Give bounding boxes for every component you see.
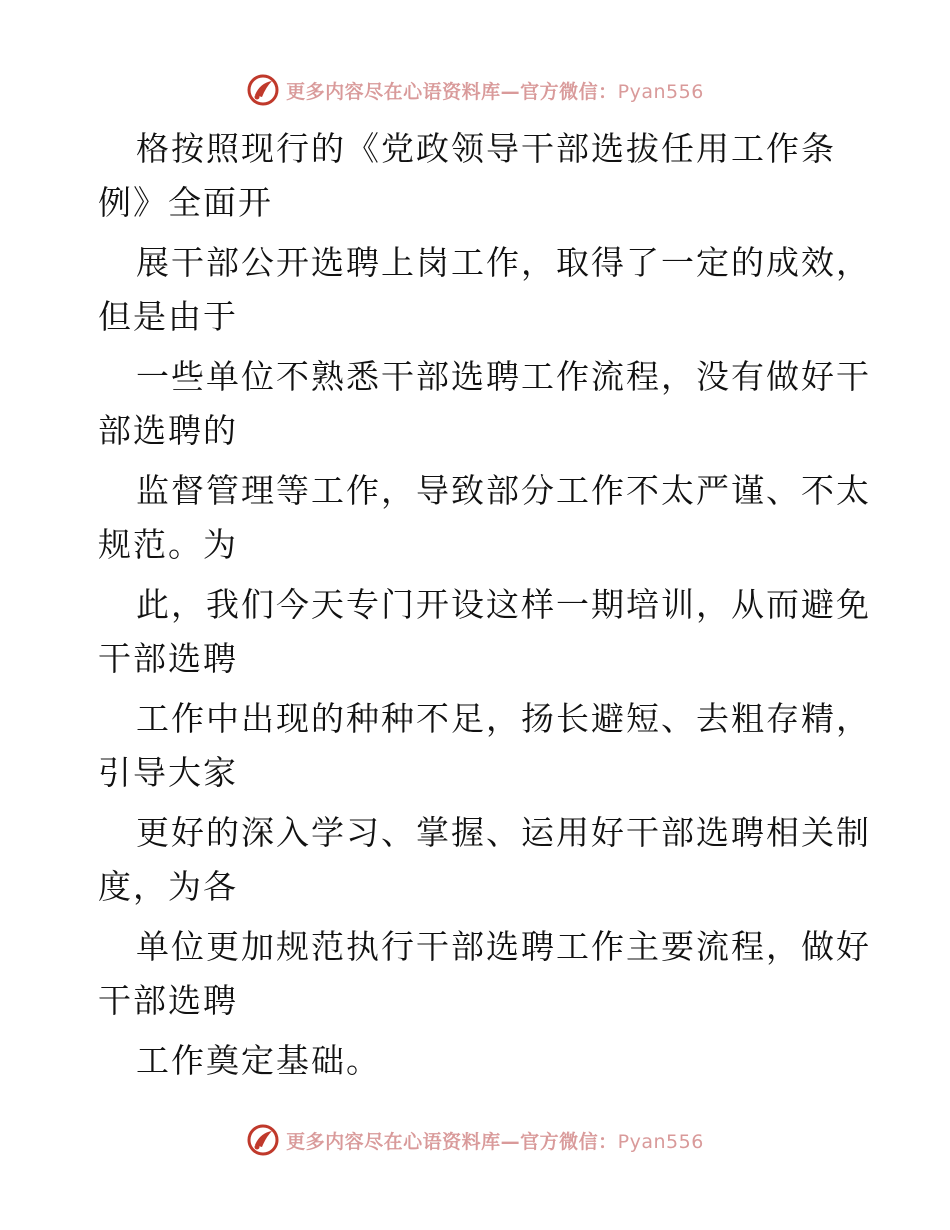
paragraph-line: 监督管理等工作，导致部分工作不太严谨、不太 [136, 471, 871, 510]
paragraph-line: 但是由于 [98, 297, 238, 336]
paragraph-line: 工作中出现的种种不足，扬长避短、去粗存精， [136, 699, 871, 738]
paragraph-line: 度，为各 [98, 867, 238, 906]
paragraph-line: 格按照现行的《党政领导干部选拔任用工作条 [136, 129, 836, 168]
paragraph [98, 806, 871, 914]
paragraph-line: 一些单位不熟悉干部选聘工作流程，没有做好干 [136, 357, 871, 396]
paragraph-line: 规范。为 [98, 525, 238, 564]
paragraph-line: 引导大家 [98, 753, 238, 792]
paragraph [98, 692, 871, 800]
footer-watermark-text: 更多内容尽在心语资料库—官方微信：Pyan556 [286, 1130, 704, 1153]
paragraph [98, 350, 871, 458]
paragraph [98, 122, 858, 230]
paragraph [98, 578, 871, 686]
brush-circle-logo-icon [246, 73, 280, 107]
paragraph [98, 464, 871, 572]
brush-circle-logo-icon [246, 1123, 280, 1157]
paragraph-line: 工作奠定基础。 [136, 1041, 381, 1080]
paragraph-line: 更好的深入学习、掌握、运用好干部选聘相关制 [136, 813, 871, 852]
footer-watermark [0, 1120, 950, 1160]
header-watermark-text: 更多内容尽在心语资料库—官方微信：Pyan556 [286, 80, 704, 103]
paragraph-line: 干部选聘 [98, 981, 238, 1020]
paragraph-line: 例》全面开 [98, 183, 273, 222]
paragraph-line: 此，我们今天专门开设这样一期培训，从而避免 [136, 585, 871, 624]
paragraph [98, 920, 871, 1028]
paragraph-line: 干部选聘 [98, 639, 238, 678]
document-body [98, 122, 871, 1094]
paragraph-line: 单位更加规范执行干部选聘工作主要流程，做好 [136, 927, 871, 966]
header-watermark [0, 70, 950, 110]
paragraph-line: 部选聘的 [98, 411, 238, 450]
paragraph [98, 1034, 858, 1088]
paragraph [98, 236, 871, 344]
paragraph-line: 展干部公开选聘上岗工作，取得了一定的成效， [136, 243, 871, 282]
